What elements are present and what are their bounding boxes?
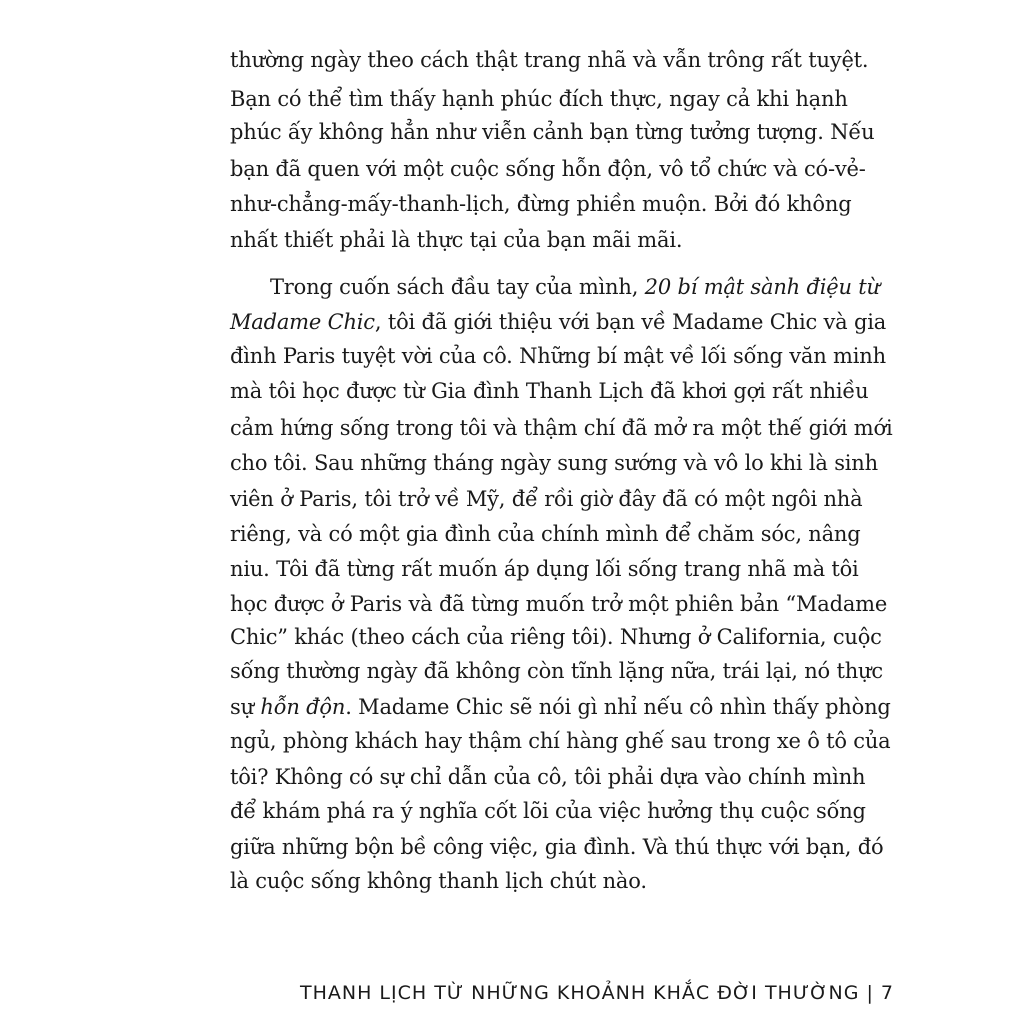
paragraph-2-line: niu. Tôi đã từng rất muốn áp dụng lối sống trang nhã mà tôi <box>230 557 859 581</box>
text-run: . Madame Chic sẽ nói gì nhỉ nếu cô nhìn thấy phòng <box>345 695 891 719</box>
paragraph-2-line: Chic” khác (theo cách của riêng tôi). Nhưng ở California, cuộc <box>230 625 882 649</box>
paragraph-1-line: thường ngày theo cách thật trang nhã và vẫn trông rất tuyệt. <box>230 48 869 72</box>
paragraph-1-line: Bạn có thể tìm thấy hạnh phúc đích thực, ngay cả khi hạnh <box>230 87 848 111</box>
paragraph-2-line: học được ở Paris và đã từng muốn trở một phiên bản “Madame <box>230 592 888 616</box>
running-title: THANH LỊCH TỪ NHỮNG KHOẢNH KHẮC ĐỜI THƯỜNG <box>300 982 860 1004</box>
paragraph-1-line: phúc ấy không hẳn như viễn cảnh bạn từng tưởng tượng. Nếu <box>230 120 875 144</box>
page-number: 7 <box>880 982 895 1004</box>
paragraph-1-line: bạn đã quen với một cuộc sống hỗn độn, vô tổ chức và có-vẻ- <box>230 157 866 181</box>
footer-separator: | <box>866 982 874 1004</box>
paragraph-2-line: cảm hứng sống trong tôi và thậm chí đã mở ra một thế giới mới <box>230 416 893 440</box>
paragraph-1-line: như-chẳng-mấy-thanh-lịch, đừng phiền muộn. Bởi đó không <box>230 192 852 216</box>
paragraph-2-line: để khám phá ra ý nghĩa cốt lõi của việc hưởng thụ cuộc sống <box>230 799 866 823</box>
page-footer <box>300 982 894 1004</box>
paragraph-1-line: nhất thiết phải là thực tại của bạn mãi mãi. <box>230 228 683 252</box>
paragraph-2-line: mà tôi học được từ Gia đình Thanh Lịch đã khơi gợi rất nhiều <box>230 379 869 403</box>
paragraph-2-line: ngủ, phòng khách hay thậm chí hàng ghế sau trong xe ô tô của <box>230 729 891 753</box>
book-title-italic: 20 bí mật sành điệu từ <box>644 275 880 299</box>
paragraph-2-line <box>230 692 891 722</box>
paragraph-2-line: cho tôi. Sau những tháng ngày sung sướng và vô lo khi là sinh <box>230 451 878 475</box>
book-title-italic: Madame Chic <box>230 310 375 334</box>
paragraph-2-line: tôi? Không có sự chỉ dẫn của cô, tôi phải dựa vào chính mình <box>230 765 866 789</box>
text-run: sự <box>230 695 261 719</box>
paragraph-2-line: sống thường ngày đã không còn tĩnh lặng nữa, trái lại, nó thực <box>230 659 883 683</box>
emphasis-italic: hỗn độn <box>260 695 346 719</box>
paragraph-2-line: giữa những bộn bề công việc, gia đình. Và thú thực với bạn, đó <box>230 835 884 859</box>
paragraph-2-line: đình Paris tuyệt vời của cô. Những bí mật về lối sống văn minh <box>230 344 886 368</box>
paragraph-2-line: viên ở Paris, tôi trở về Mỹ, để rồi giờ đây đã có một ngôi nhà <box>230 487 863 511</box>
paragraph-2-line: riêng, và có một gia đình của chính mình để chăm sóc, nâng <box>230 522 861 546</box>
paragraph-2-line <box>230 307 887 337</box>
paragraph-2-line <box>270 272 880 302</box>
text-run: Trong cuốn sách đầu tay của mình, <box>270 275 645 299</box>
text-run: , tôi đã giới thiệu với bạn về Madame Chic và gia <box>374 310 887 334</box>
paragraph-2-line: là cuộc sống không thanh lịch chút nào. <box>230 869 647 893</box>
